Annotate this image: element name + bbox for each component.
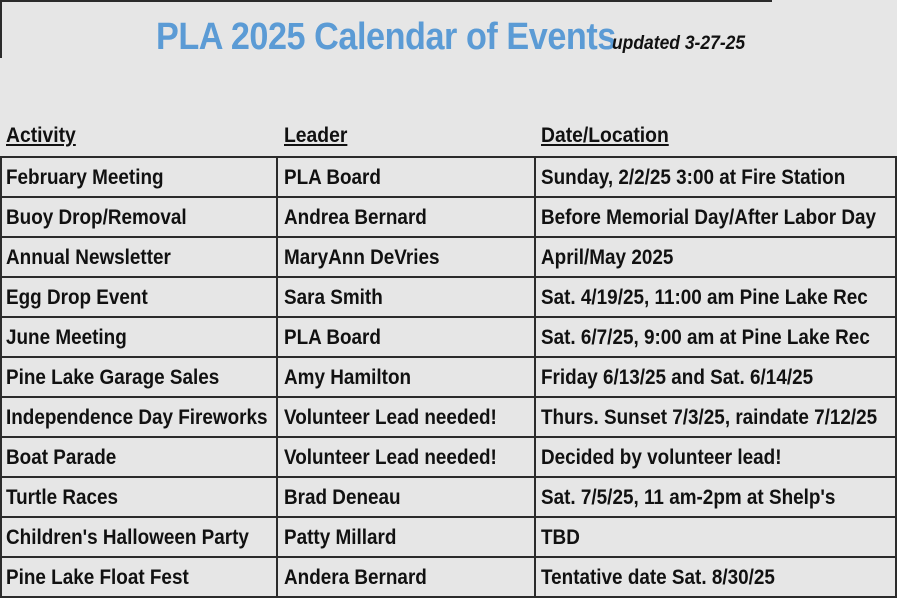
- updated-date: updated 3-27-25: [612, 33, 746, 54]
- table-row: [0, 478, 897, 518]
- column-divider: [534, 158, 536, 196]
- column-divider: [0, 318, 2, 356]
- column-divider: [0, 278, 2, 316]
- column-divider: [0, 158, 2, 196]
- leader-cell: Volunteer Lead needed!: [284, 446, 497, 469]
- activity-cell: June Meeting: [6, 326, 127, 349]
- column-header-leader: Leader: [284, 124, 348, 147]
- leader-cell: Patty Millard: [284, 526, 397, 549]
- column-divider: [0, 198, 2, 236]
- table-row: [0, 558, 897, 598]
- date-location-cell: Sat. 7/5/25, 11 am-2pm at Shelp's: [541, 486, 836, 509]
- column-divider: [0, 358, 2, 396]
- column-divider: [276, 318, 278, 356]
- activity-cell: Buoy Drop/Removal: [6, 206, 187, 229]
- title-area: [156, 16, 667, 59]
- activity-cell: Independence Day Fireworks: [6, 406, 268, 429]
- column-divider: [0, 558, 2, 596]
- column-divider: [0, 238, 2, 276]
- column-divider: [534, 198, 536, 236]
- page-title: PLA 2025 Calendar of Events: [156, 16, 616, 58]
- leader-cell: PLA Board: [284, 166, 381, 189]
- column-divider: [0, 438, 2, 476]
- leader-cell: MaryAnn DeVries: [284, 246, 440, 269]
- column-divider: [276, 558, 278, 596]
- column-divider: [276, 238, 278, 276]
- column-divider: [0, 518, 2, 556]
- column-divider: [534, 438, 536, 476]
- table-row: [0, 358, 897, 398]
- column-divider: [534, 398, 536, 436]
- column-header-activity: Activity: [6, 124, 76, 147]
- activity-cell: Boat Parade: [6, 446, 117, 469]
- activity-cell: Children's Halloween Party: [6, 526, 249, 549]
- date-location-cell: Friday 6/13/25 and Sat. 6/14/25: [541, 366, 814, 389]
- date-location-cell: April/May 2025: [541, 246, 674, 269]
- leader-cell: Andrea Bernard: [284, 206, 427, 229]
- column-divider: [276, 198, 278, 236]
- column-divider: [534, 358, 536, 396]
- leader-cell: PLA Board: [284, 326, 381, 349]
- events-table: [0, 156, 897, 598]
- table-row: [0, 318, 897, 358]
- leader-cell: Volunteer Lead needed!: [284, 406, 497, 429]
- column-divider: [534, 518, 536, 556]
- activity-cell: Egg Drop Event: [6, 286, 148, 309]
- column-divider: [0, 398, 2, 436]
- activity-cell: Pine Lake Garage Sales: [6, 366, 220, 389]
- leader-cell: Andera Bernard: [284, 566, 427, 589]
- date-location-cell: Sat. 6/7/25, 9:00 am at Pine Lake Rec: [541, 326, 870, 349]
- leader-cell: Brad Deneau: [284, 486, 401, 509]
- leader-cell: Sara Smith: [284, 286, 383, 309]
- column-header-date-location: Date/Location: [541, 124, 669, 147]
- column-divider: [276, 158, 278, 196]
- date-location-cell: Sunday, 2/2/25 3:00 at Fire Station: [541, 166, 846, 189]
- date-location-cell: Before Memorial Day/After Labor Day: [541, 206, 877, 229]
- table-header: [0, 124, 897, 152]
- column-divider: [276, 478, 278, 516]
- column-divider: [534, 318, 536, 356]
- column-divider: [534, 238, 536, 276]
- table-row: [0, 238, 897, 278]
- column-divider: [276, 438, 278, 476]
- date-location-cell: TBD: [541, 526, 580, 549]
- date-location-cell: Thurs. Sunset 7/3/25, raindate 7/12/25: [541, 406, 878, 429]
- activity-cell: Annual Newsletter: [6, 246, 171, 269]
- table-row: [0, 158, 897, 198]
- column-divider: [276, 358, 278, 396]
- column-divider: [276, 278, 278, 316]
- activity-cell: Turtle Races: [6, 486, 119, 509]
- table-row: [0, 278, 897, 318]
- column-divider: [534, 478, 536, 516]
- activity-cell: Pine Lake Float Fest: [6, 566, 189, 589]
- column-divider: [534, 558, 536, 596]
- date-location-cell: Sat. 4/19/25, 11:00 am Pine Lake Rec: [541, 286, 868, 309]
- table-row: [0, 198, 897, 238]
- table-row: [0, 438, 897, 478]
- left-border-line: [0, 0, 2, 58]
- top-border-line: [0, 0, 772, 2]
- activity-cell: February Meeting: [6, 166, 164, 189]
- table-row: [0, 398, 897, 438]
- column-divider: [276, 518, 278, 556]
- date-location-cell: Tentative date Sat. 8/30/25: [541, 566, 775, 589]
- column-divider: [276, 398, 278, 436]
- date-location-cell: Decided by volunteer lead!: [541, 446, 782, 469]
- leader-cell: Amy Hamilton: [284, 366, 412, 389]
- column-divider: [534, 278, 536, 316]
- column-divider: [0, 478, 2, 516]
- table-row: [0, 518, 897, 558]
